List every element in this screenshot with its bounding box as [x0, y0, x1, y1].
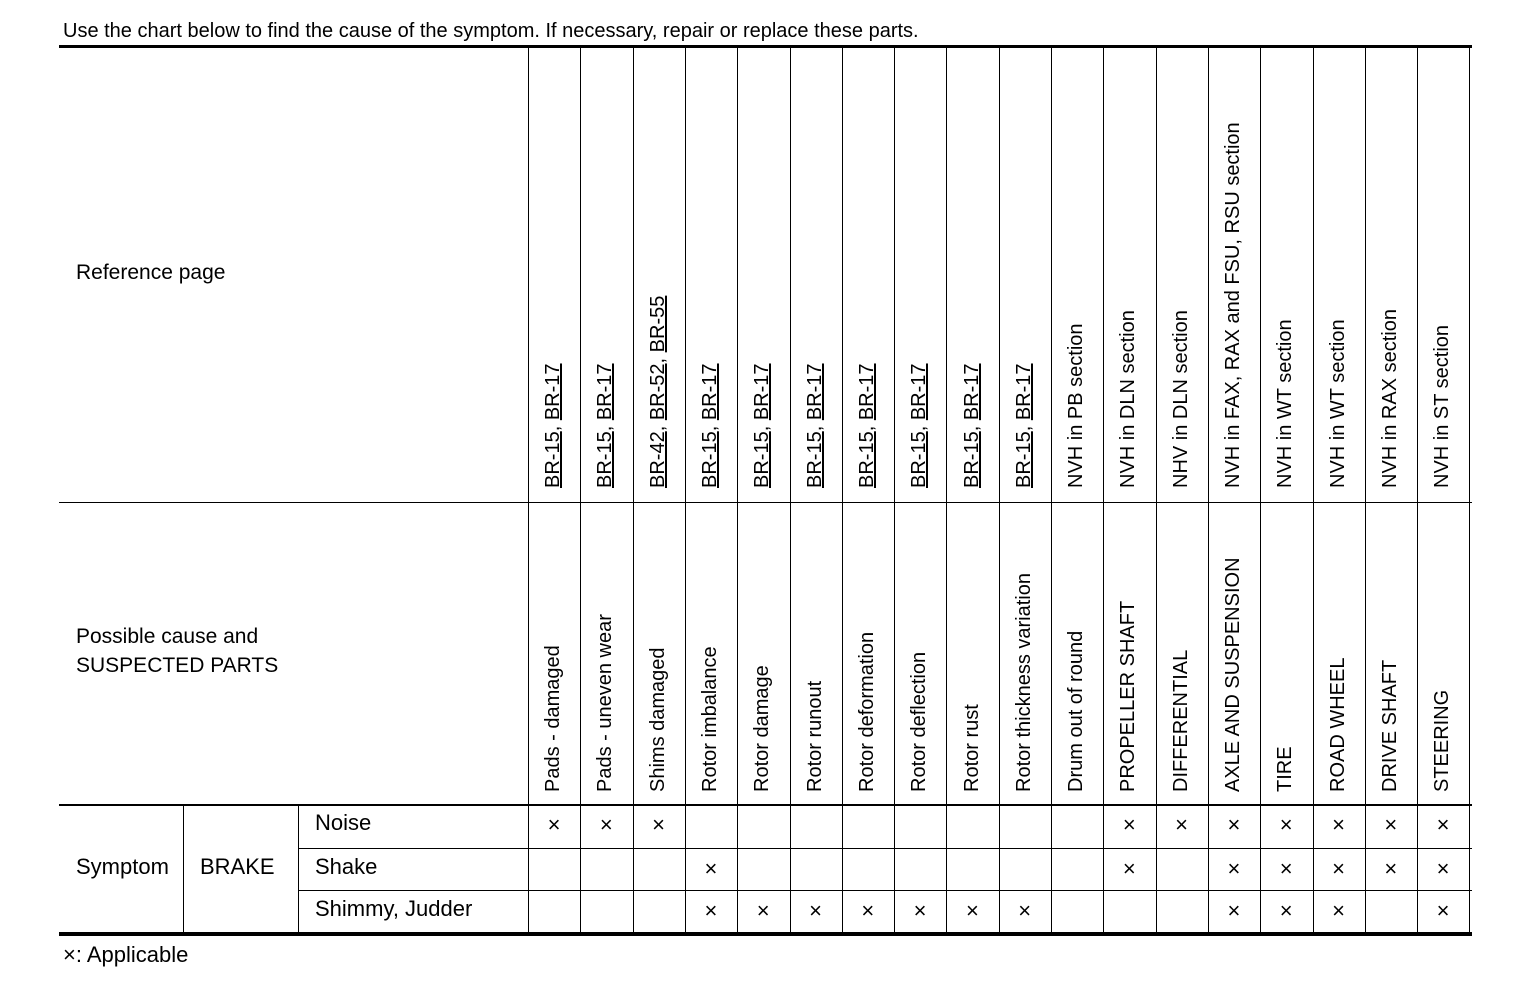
applicable-mark: × — [1227, 898, 1241, 923]
reference-cell — [543, 363, 563, 488]
reference-link[interactable]: BR-15 — [855, 431, 878, 488]
applicable-mark: × — [599, 812, 613, 837]
symptom-name: Shake — [315, 854, 378, 879]
suspected-part-cell: AXLE AND SUSPENSION — [1222, 557, 1245, 792]
suspected-part-cell: DRIVE SHAFT — [1378, 659, 1401, 792]
column-rule — [528, 47, 529, 933]
reference-cell — [962, 363, 982, 488]
column-rule — [1156, 47, 1157, 933]
suspected-part-cell: Rotor runout — [803, 680, 826, 792]
legend-text: ×: Applicable — [63, 942, 189, 967]
applicable-mark: × — [1436, 856, 1450, 881]
reference-cell — [909, 363, 929, 488]
column-rule — [633, 47, 634, 933]
reference-cell — [1118, 310, 1138, 488]
reference-text: NVH in WT section — [1326, 319, 1349, 488]
brake-label: BRAKE — [200, 854, 275, 879]
symptom-label: Symptom — [76, 854, 169, 879]
applicable-mark: × — [1279, 812, 1293, 837]
reference-text: , — [594, 420, 617, 432]
reference-text: NVH in RAX section — [1378, 309, 1401, 488]
column-rule — [1313, 47, 1314, 933]
column-rule — [737, 47, 738, 933]
reference-link[interactable]: BR-15 — [960, 431, 983, 488]
reference-text: , — [908, 420, 931, 432]
applicable-mark: × — [1018, 898, 1032, 923]
column-rule — [1051, 47, 1052, 933]
reference-link[interactable]: BR-15 — [594, 431, 617, 488]
column-rule — [1103, 47, 1104, 933]
applicable-mark: × — [809, 898, 822, 923]
reference-cell — [857, 363, 877, 488]
applicable-mark: × — [965, 898, 979, 923]
column-rule — [999, 47, 1000, 933]
reference-text: NVH in ST section — [1431, 324, 1454, 488]
possible-cause-line2: SUSPECTED PARTS — [76, 654, 279, 677]
column-rule — [894, 47, 895, 933]
reference-text: , — [855, 420, 878, 432]
reference-cell — [1014, 363, 1034, 488]
reference-cell — [1380, 309, 1400, 488]
possible-cause-line1: Possible cause and — [76, 625, 259, 648]
suspected-part-cell: STEERING — [1431, 689, 1454, 792]
symptom-name: Shimmy, Judder — [315, 896, 473, 921]
suspected-part-cell: Pads - uneven wear — [594, 614, 617, 792]
reference-cell — [1171, 310, 1191, 488]
suspected-part-cell: Rotor imbalance — [699, 646, 722, 792]
column-rule — [580, 47, 581, 933]
applicable-mark: × — [1332, 898, 1345, 923]
applicable-mark: × — [1332, 856, 1345, 881]
reference-text: NVH in FAX, RAX and FSU, RSU section — [1222, 122, 1245, 488]
reference-link[interactable]: BR-15 — [1012, 431, 1035, 488]
reference-text: , — [803, 420, 826, 432]
reference-cell — [1223, 122, 1243, 488]
applicable-mark: × — [1436, 898, 1450, 923]
reference-cell — [595, 363, 615, 488]
suspected-part-cell: Shims damaged — [646, 647, 669, 792]
column-rule — [685, 47, 686, 933]
column-rule — [1365, 47, 1366, 933]
reference-link[interactable]: BR-17 — [699, 363, 722, 421]
reference-text: , — [699, 420, 722, 432]
reference-cell — [1066, 323, 1086, 488]
reference-cell — [752, 363, 772, 488]
reference-cell — [648, 296, 668, 488]
suspected-part-cell: TIRE — [1274, 746, 1297, 792]
symptom-name: Noise — [315, 810, 372, 835]
reference-link[interactable]: BR-15 — [542, 431, 565, 488]
reference-link[interactable]: BR-55 — [646, 295, 669, 353]
applicable-mark: × — [704, 856, 718, 881]
reference-link[interactable]: BR-17 — [751, 363, 774, 421]
reference-link[interactable]: BR-17 — [803, 363, 826, 421]
suspected-part-cell: Pads - damaged — [542, 645, 565, 792]
reference-link[interactable]: BR-15 — [803, 431, 826, 488]
reference-text: , — [1012, 420, 1035, 432]
suspected-part-cell: Rotor deformation — [855, 631, 878, 792]
applicable-mark: × — [1175, 812, 1189, 837]
reference-text: NVH in WT section — [1274, 319, 1297, 488]
reference-text: , — [960, 420, 983, 432]
reference-text: , — [646, 420, 669, 432]
applicable-mark: × — [652, 812, 666, 837]
reference-page-label: Reference page — [76, 261, 226, 284]
applicable-mark: × — [1436, 812, 1450, 837]
symptom-divider — [183, 805, 184, 933]
suspected-part-cell: Drum out of round — [1065, 630, 1088, 792]
column-rule — [1260, 47, 1261, 933]
suspected-part-cell: DIFFERENTIAL — [1169, 649, 1192, 792]
reference-link[interactable]: BR-17 — [1012, 363, 1035, 421]
suspected-part-cell: Rotor damage — [751, 665, 774, 792]
noise-row-rule — [298, 848, 1472, 849]
applicable-mark: × — [1122, 856, 1136, 881]
reference-link[interactable]: BR-17 — [542, 363, 565, 421]
applicable-mark: × — [1332, 812, 1345, 837]
suspected-part-cell: Rotor thickness variation — [1012, 573, 1035, 792]
brake-divider — [298, 805, 299, 933]
suspected-part-cell: Rotor deflection — [908, 651, 931, 792]
applicable-mark: × — [1279, 856, 1293, 881]
reference-text: , — [646, 352, 669, 364]
suspected-part-cell: ROAD WHEEL — [1326, 657, 1349, 792]
applicable-mark: × — [1384, 812, 1398, 837]
applicable-mark: × — [756, 898, 770, 923]
reference-text: NHV in DLN section — [1169, 310, 1192, 488]
column-rule — [1469, 47, 1470, 933]
reference-text: , — [542, 420, 565, 432]
reference-text: NVH in DLN section — [1117, 310, 1140, 488]
reference-link[interactable]: BR-17 — [908, 363, 931, 421]
reference-link[interactable]: BR-15 — [751, 431, 774, 488]
applicable-mark: × — [547, 812, 561, 837]
applicable-mark: × — [861, 898, 875, 923]
column-rule — [1208, 47, 1209, 933]
reference-cell — [1275, 319, 1295, 488]
reference-text: , — [751, 420, 774, 432]
shake-row-rule — [298, 890, 1472, 891]
column-rule — [1417, 47, 1418, 933]
possible-cause-label — [76, 622, 278, 680]
applicable-mark: × — [913, 898, 927, 923]
applicable-mark: × — [1122, 812, 1136, 837]
suspected-part-cell: PROPELLER SHAFT — [1117, 600, 1140, 792]
applicable-mark: × — [704, 898, 718, 923]
reference-cell — [1432, 325, 1452, 488]
reference-cell — [700, 363, 720, 488]
intro-text: Use the chart below to find the cause of the symptom. If necessary, repair or replace these parts. — [63, 20, 919, 42]
applicable-mark: × — [1279, 898, 1293, 923]
reference-link[interactable]: BR-52 — [646, 363, 669, 421]
reference-link[interactable]: BR-17 — [960, 363, 983, 421]
reference-cell — [805, 363, 825, 488]
reference-link[interactable]: BR-15 — [699, 431, 722, 488]
column-rule — [946, 47, 947, 933]
reference-link[interactable]: BR-15 — [908, 431, 931, 488]
reference-cell — [1328, 319, 1348, 488]
reference-text: NVH in PB section — [1065, 323, 1088, 488]
reference-link[interactable]: BR-42 — [646, 431, 669, 488]
reference-link[interactable]: BR-17 — [855, 363, 878, 421]
suspected-part-cell: Rotor rust — [960, 704, 983, 792]
applicable-mark: × — [1227, 812, 1241, 837]
applicable-mark: × — [1227, 856, 1241, 881]
applicable-mark: × — [1384, 856, 1398, 881]
column-rule — [790, 47, 791, 933]
column-rule — [842, 47, 843, 933]
reference-link[interactable]: BR-17 — [594, 363, 617, 421]
